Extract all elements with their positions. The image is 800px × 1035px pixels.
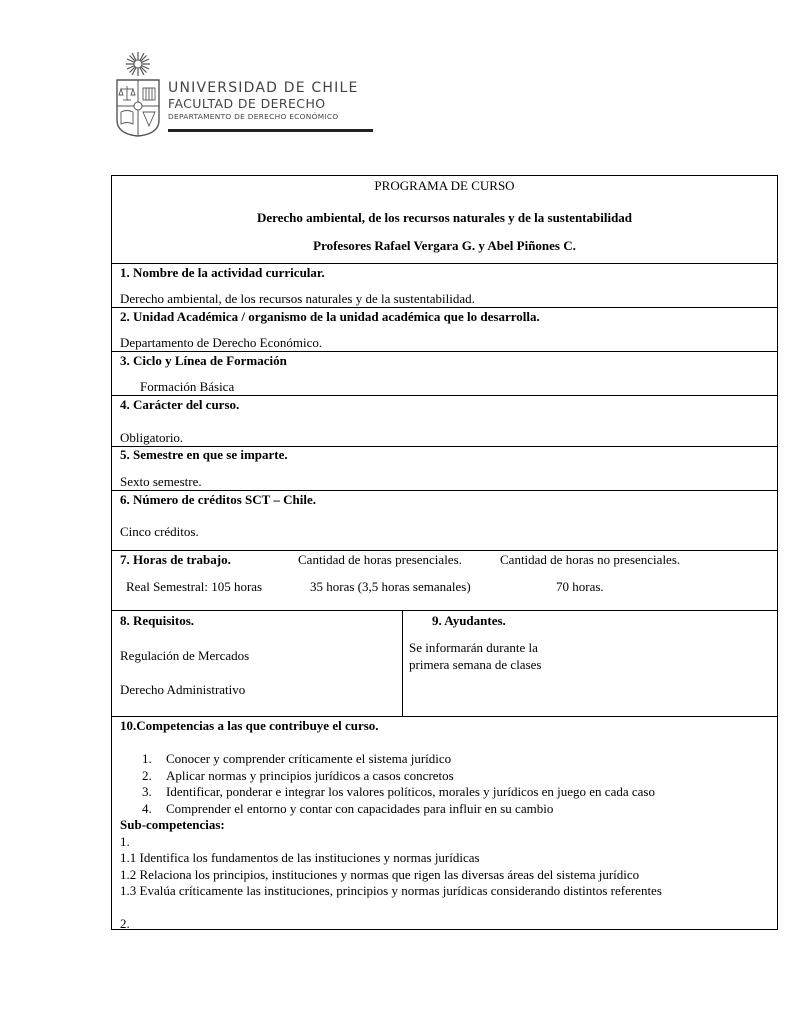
section-9-title: 9. Ayudantes. <box>432 613 506 628</box>
faculty-name: FACULTAD DE DERECHO <box>168 96 326 111</box>
subcompetencia-line: 1.3 Evalúa críticamente las instituciones, principios y normas jurídicas considerando distintos referentes <box>120 883 662 898</box>
divider <box>112 307 777 308</box>
hours-presencial-header: Cantidad de horas presenciales. <box>298 552 462 567</box>
hours-presencial-value: 35 horas (3,5 horas semanales) <box>310 579 471 594</box>
section-10-title: 10.Competencias a las que contribuye el curso. <box>120 718 379 733</box>
section-4-value: Obligatorio. <box>120 430 184 445</box>
subcompetencia-line: 2. <box>120 916 130 931</box>
list-item-number: 4. <box>142 800 152 816</box>
divider <box>112 610 777 611</box>
list-item <box>142 768 631 785</box>
university-name: UNIVERSIDAD DE CHILE <box>168 80 359 96</box>
letterhead-text <box>168 80 359 123</box>
section-8-title: 8. Requisitos. <box>120 613 195 628</box>
list-item-text: Conocer y comprender críticamente el sistema jurídico <box>166 751 452 766</box>
section-2-value: Departamento de Derecho Económico. <box>120 335 323 350</box>
hours-no-presencial-header: Cantidad de horas no presenciales. <box>500 552 681 567</box>
section-6-title: 6. Número de créditos SCT – Chile. <box>120 492 316 507</box>
list-item-text: Comprender el entorno y contar con capacidades para influir en su cambio <box>166 800 554 816</box>
requisite-item: Derecho Administrativo <box>120 682 246 697</box>
section-5-title: 5. Semestre en que se imparte. <box>120 447 288 462</box>
doc-type-title: PROGRAMA DE CURSO <box>374 178 515 193</box>
professors-line: Profesores Rafael Vergara G. y Abel Piñones C. <box>313 238 576 253</box>
course-title: Derecho ambiental, de los recursos naturales y de la sustentabilidad <box>256 210 633 225</box>
subcompetencia-line: 1. <box>120 834 130 849</box>
university-letterhead <box>112 50 359 138</box>
section-5-value: Sexto semestre. <box>120 474 202 489</box>
section-1-value: Derecho ambiental, de los recursos naturales y de la sustentabilidad. <box>120 291 475 306</box>
list-item-number: 1. <box>142 751 152 766</box>
department-name: DEPARTAMENTO DE DERECHO ECONÓMICO <box>168 112 339 121</box>
letterhead-rule <box>168 129 373 132</box>
subcompetencia-line: 1.2 Relaciona los principios, instituciones y normas que rigen las diversas áreas del sistema jurídico <box>120 867 640 882</box>
university-seal-icon <box>112 50 164 138</box>
divider <box>112 263 777 264</box>
course-program-form <box>111 175 778 930</box>
section-6-value: Cinco créditos. <box>120 524 199 539</box>
section-3-value: Formación Básica <box>140 379 235 394</box>
divider <box>112 490 777 491</box>
list-item <box>142 801 631 818</box>
section-4-title: 4. Carácter del curso. <box>120 397 240 412</box>
divider <box>112 351 777 352</box>
list-item-number: 3. <box>142 784 152 799</box>
section-7-title: 7. Horas de trabajo. <box>120 552 231 567</box>
ayudantes-line: primera semana de clases <box>409 657 542 672</box>
divider <box>112 395 777 396</box>
hours-no-presencial-value: 70 horas. <box>556 579 604 594</box>
competencias-list <box>142 751 655 817</box>
list-item-text: Aplicar normas y principios jurídicos a casos concretos <box>166 767 454 783</box>
column-divider <box>402 610 403 716</box>
list-item-text: Identificar, ponderar e integrar los valores políticos, morales y jurídicos en juego en cada caso <box>166 784 655 799</box>
section-1-title: 1. Nombre de la actividad curricular. <box>120 265 325 280</box>
list-item <box>142 751 631 768</box>
divider <box>112 550 777 551</box>
requisite-item: Regulación de Mercados <box>120 648 250 663</box>
hours-total: Real Semestral: 105 horas <box>126 579 263 594</box>
ayudantes-line: Se informarán durante la <box>409 640 538 655</box>
subcompetencias-title: Sub-competencias: <box>120 817 225 832</box>
section-3-title: 3. Ciclo y Línea de Formación <box>120 353 287 368</box>
section-2-title: 2. Unidad Académica / organismo de la unidad académica que lo desarrolla. <box>120 309 540 324</box>
list-item-number: 2. <box>142 767 152 783</box>
subcompetencia-line: 1.1 Identifica los fundamentos de las instituciones y normas jurídicas <box>120 850 480 865</box>
list-item <box>142 784 655 801</box>
divider <box>112 716 777 717</box>
